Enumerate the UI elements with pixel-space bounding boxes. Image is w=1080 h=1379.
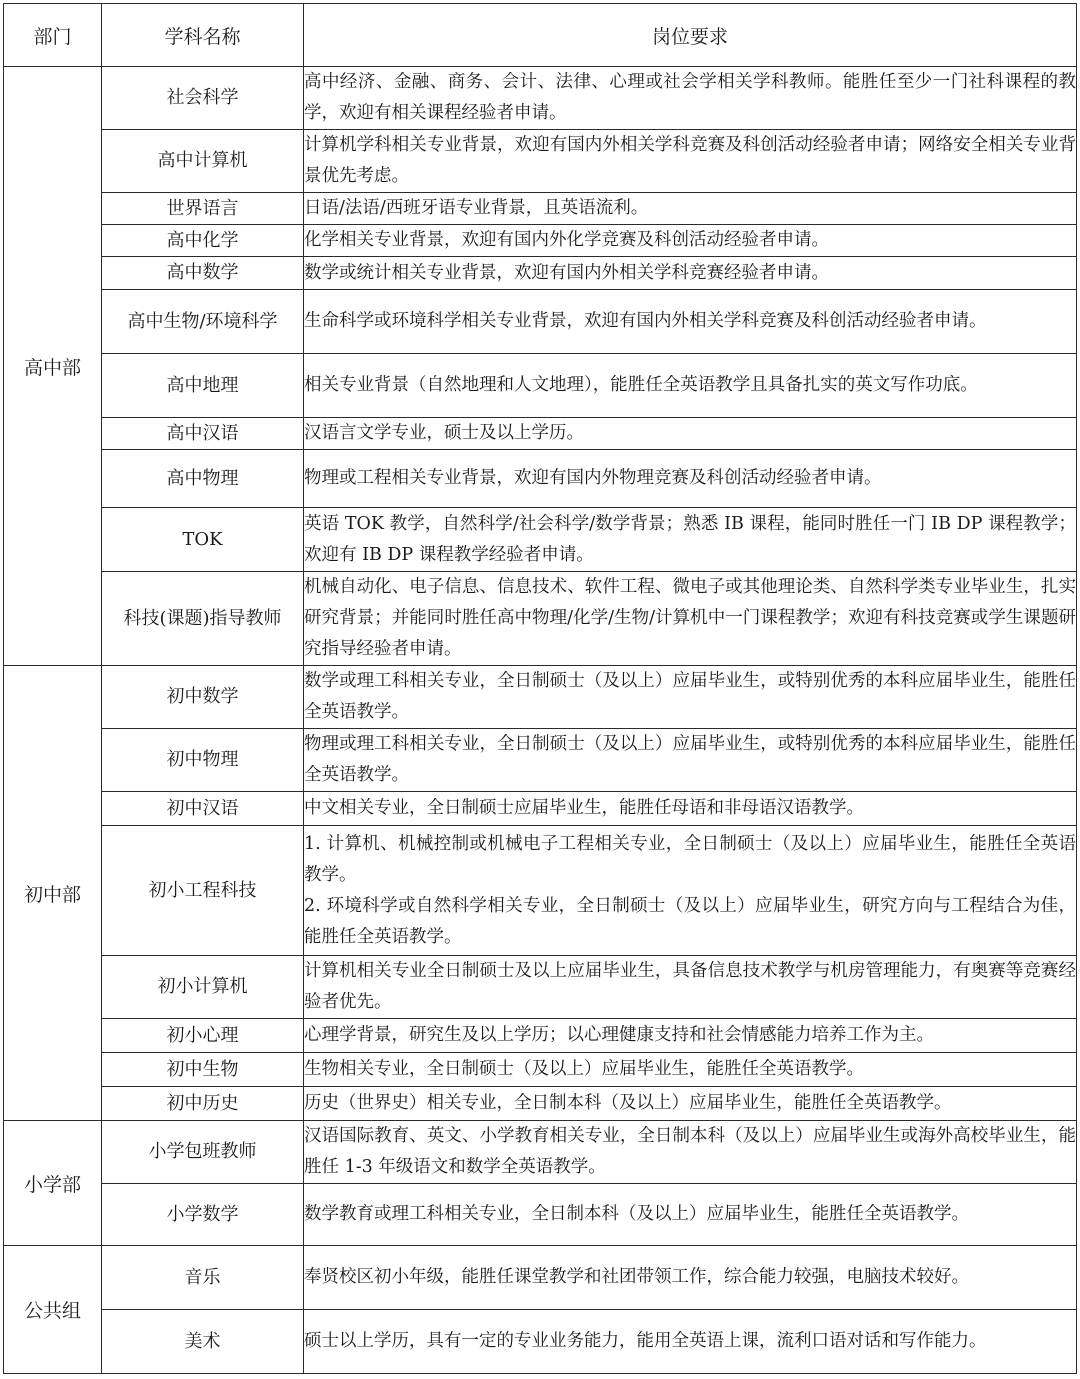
requirement-cell (304, 1019, 1077, 1053)
table-row (4, 956, 1077, 1019)
requirement-text: 高中经济、金融、商务、会计、法律、心理或社会学相关学科教师。能胜任至少一门社科课程的教学，欢迎有相关课程经验者申请。 (304, 72, 1076, 123)
subject-cell: TOK (102, 508, 304, 572)
requirement-cell (304, 1053, 1077, 1087)
requirement-text: 机械自动化、电子信息、信息技术、软件工程、微电子或其他理论类、自然科学类专业毕业生，扎实研究背景；并能同时胜任高中物理/化学/生物/计算机中一门课程教学；欢迎有科技竞赛或学生课题研究指导经验者申请。 (304, 577, 1076, 659)
dept-cell: 小学部 (4, 1121, 102, 1246)
header-dept: 部门 (4, 4, 102, 67)
subject-cell: 初中汉语 (102, 792, 304, 826)
requirement-text: 汉语国际教育、英文、小学教育相关专业，全日制本科（及以上）应届毕业生或海外高校毕业生，能胜任 1-3 年级语文和数学全英语教学。 (304, 1126, 1076, 1177)
subject-cell: 初小工程科技 (102, 826, 304, 956)
table-row (4, 1310, 1077, 1374)
table-row (4, 1019, 1077, 1053)
requirement-text: 物理或理工科相关专业，全日制硕士（及以上）应届毕业生，或特别优秀的本科应届毕业生，能胜任全英语教学。 (304, 734, 1076, 785)
requirement-text: 计算机相关专业全日制硕士及以上应届毕业生，具备信息技术教学与机房管理能力，有奥赛等竞赛经验者优先。 (304, 961, 1076, 1012)
requirement-cell (304, 1246, 1077, 1310)
table-row (4, 1184, 1077, 1246)
requirement-text: 英语 TOK 教学，自然科学/社会科学/数学背景；熟悉 IB 课程，能同时胜任一门 IB DP 课程教学；欢迎有 IB DP 课程教学经验者申请。 (304, 513, 1076, 565)
table-row (4, 418, 1077, 450)
requirement-text: 生物相关专业，全日制硕士（及以上）应届毕业生，能胜任全英语教学。 (304, 1059, 864, 1079)
recruitment-table (3, 3, 1077, 1374)
table-row (4, 257, 1077, 290)
requirement-text: 计算机学科相关专业背景，欢迎有国内外相关学科竞赛及科创活动经验者申请；网络安全相关专业背景优先考虑。 (304, 135, 1076, 186)
requirement-cell (304, 193, 1077, 225)
dept-cell: 高中部 (4, 67, 102, 666)
requirement-cell (304, 354, 1077, 418)
subject-cell: 小学包班教师 (102, 1121, 304, 1184)
requirement-cell (304, 130, 1077, 193)
table-row (4, 130, 1077, 193)
requirement-text: 历史（世界史）相关专业，全日制本科（及以上）应届毕业生，能胜任全英语教学。 (304, 1093, 952, 1113)
table-row (4, 1053, 1077, 1087)
requirement-cell (304, 1087, 1077, 1121)
requirement-cell (304, 418, 1077, 450)
requirement-text: 2. 环境科学或自然科学相关专业，全日制硕士（及以上）应届毕业生，研究方向与工程结合为佳，能胜任全英语教学。 (304, 895, 1076, 947)
requirement-text: 物理或工程相关专业背景，欢迎有国内外物理竞赛及科创活动经验者申请。 (304, 468, 882, 488)
subject-cell: 高中地理 (102, 354, 304, 418)
table-row (4, 792, 1077, 826)
table-row (4, 572, 1077, 666)
header-requirement: 岗位要求 (304, 4, 1077, 67)
subject-cell: 高中汉语 (102, 418, 304, 450)
table-row (4, 508, 1077, 572)
requirement-text: 生命科学或环境科学相关专业背景，欢迎有国内外相关学科竞赛及科创活动经验者申请。 (304, 311, 987, 331)
dept-cell: 初中部 (4, 666, 102, 1121)
table-row (4, 729, 1077, 792)
subject-cell: 初中物理 (102, 729, 304, 792)
requirement-text: 化学相关专业背景，欢迎有国内外化学竞赛及科创活动经验者申请。 (304, 230, 829, 250)
table-row (4, 666, 1077, 729)
table-row (4, 193, 1077, 225)
table-row (4, 67, 1077, 130)
table-row (4, 450, 1077, 508)
subject-cell: 高中生物/环境科学 (102, 290, 304, 354)
requirement-text: 1. 计算机、机械控制或机械电子工程相关专业，全日制硕士（及以上）应届毕业生，能胜任全英语教学。 (304, 833, 1076, 885)
table-row (4, 1121, 1077, 1184)
requirement-text: 日语/法语/西班牙语专业背景，且英语流利。 (304, 198, 649, 218)
requirement-text: 汉语言文学专业，硕士及以上学历。 (304, 423, 584, 443)
requirement-cell (304, 792, 1077, 826)
subject-cell: 初中数学 (102, 666, 304, 729)
requirement-cell (304, 1310, 1077, 1374)
dept-cell: 公共组 (4, 1246, 102, 1374)
subject-cell: 小学数学 (102, 1184, 304, 1246)
requirement-text: 奉贤校区初小年级，能胜任课堂教学和社团带领工作，综合能力较强，电脑技术较好。 (304, 1267, 969, 1287)
subject-cell: 高中计算机 (102, 130, 304, 193)
requirement-cell (304, 508, 1077, 572)
table-body (4, 67, 1077, 1374)
subject-cell: 初中生物 (102, 1053, 304, 1087)
requirement-cell (304, 826, 1077, 956)
requirement-text: 心理学背景，研究生及以上学历；以心理健康支持和社会情感能力培养工作为主。 (304, 1025, 934, 1045)
requirement-cell (304, 666, 1077, 729)
header-row (4, 4, 1077, 67)
requirement-cell (304, 1121, 1077, 1184)
requirement-cell (304, 729, 1077, 792)
requirement-cell (304, 225, 1077, 257)
requirement-text: 数学或理工科相关专业，全日制硕士（及以上）应届毕业生，或特别优秀的本科应届毕业生，能胜任全英语教学。 (304, 671, 1076, 722)
requirement-text: 中文相关专业，全日制硕士应届毕业生，能胜任母语和非母语汉语教学。 (304, 798, 864, 818)
requirement-text: 硕士以上学历，具有一定的专业业务能力，能用全英语上课，流利口语对话和写作能力。 (304, 1331, 987, 1351)
table-row (4, 826, 1077, 956)
subject-cell: 科技(课题)指导教师 (102, 572, 304, 666)
table-row (4, 225, 1077, 257)
table-row (4, 290, 1077, 354)
subject-cell: 音乐 (102, 1246, 304, 1310)
requirement-text: 数学或统计相关专业背景，欢迎有国内外相关学科竞赛经验者申请。 (304, 262, 829, 283)
requirement-cell (304, 290, 1077, 354)
requirement-text: 数学教育或理工科相关专业，全日制本科（及以上）应届毕业生，能胜任全英语教学。 (304, 1204, 969, 1224)
header-subject: 学科名称 (102, 4, 304, 67)
requirement-cell (304, 1184, 1077, 1246)
table-row (4, 354, 1077, 418)
table-row (4, 1246, 1077, 1310)
subject-cell: 高中物理 (102, 450, 304, 508)
subject-cell: 初小心理 (102, 1019, 304, 1053)
table-row (4, 1087, 1077, 1121)
requirement-cell (304, 450, 1077, 508)
requirement-cell (304, 67, 1077, 130)
subject-cell: 社会科学 (102, 67, 304, 130)
subject-cell: 美术 (102, 1310, 304, 1374)
subject-cell: 世界语言 (102, 193, 304, 225)
requirement-cell (304, 956, 1077, 1019)
requirement-cell (304, 257, 1077, 290)
subject-cell: 高中化学 (102, 225, 304, 257)
requirement-text: 相关专业背景（自然地理和人文地理），能胜任全英语教学且具备扎实的英文写作功底。 (304, 375, 978, 395)
subject-cell: 高中数学 (102, 257, 304, 290)
subject-cell: 初小计算机 (102, 956, 304, 1019)
subject-cell: 初中历史 (102, 1087, 304, 1121)
requirement-cell (304, 572, 1077, 666)
